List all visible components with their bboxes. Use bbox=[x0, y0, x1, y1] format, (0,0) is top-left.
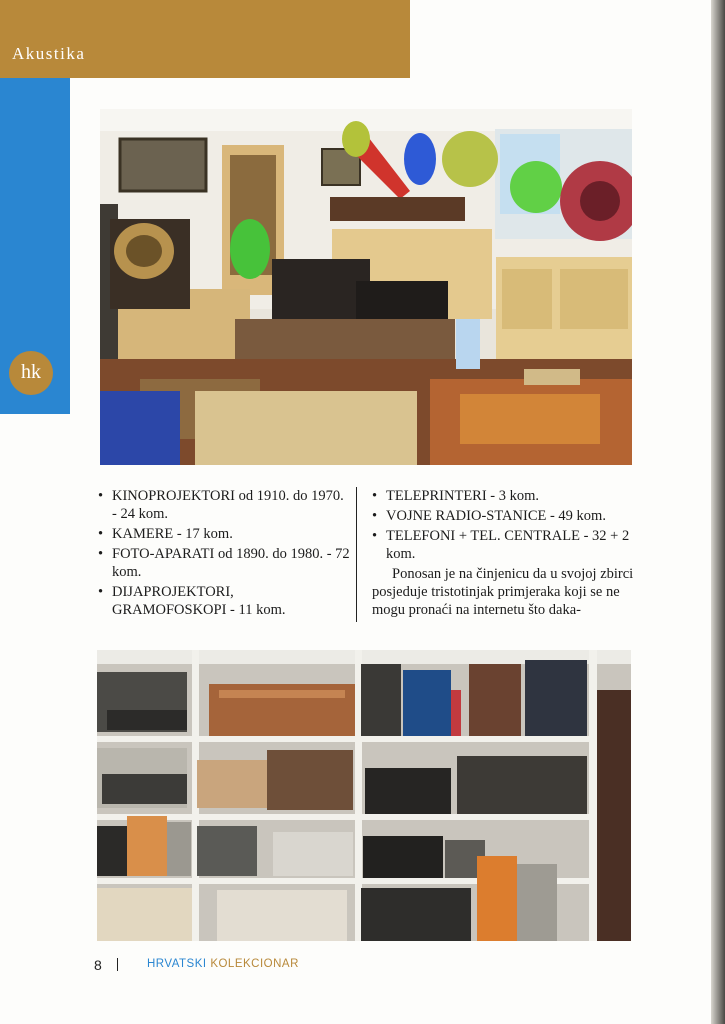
photo-shelves bbox=[97, 650, 631, 941]
brand-part-1: HRVATSKI bbox=[147, 958, 207, 970]
list-right-column bbox=[372, 487, 634, 619]
page-number: 8 bbox=[94, 957, 102, 973]
list-item: • TELEFONI + TEL. CENTRALE - 32 + 2 kom. bbox=[372, 527, 634, 563]
list-item: • KAMERE - 17 kom. bbox=[98, 525, 350, 543]
list-left-column bbox=[98, 487, 350, 621]
list-item: • KINOPROJEKTORI od 1910. do 1970. - 24 kom. bbox=[98, 487, 350, 523]
footer-brand bbox=[147, 958, 299, 970]
section-header-bar bbox=[0, 0, 410, 78]
footer-separator bbox=[117, 958, 118, 971]
column-divider bbox=[356, 487, 357, 622]
hk-badge: hk bbox=[9, 351, 53, 395]
list-item: • FOTO-APARATI od 1890. do 1980. - 72 kom. bbox=[98, 545, 350, 581]
photo-gramophone-room bbox=[100, 109, 632, 465]
body-paragraph: Ponosan je na činjenicu da u svojoj zbirci posjeduje tristotinjak primjeraka koji se ne mogu pronaći na internetu što daka- bbox=[372, 566, 634, 618]
brand-part-2: KOLEKCIONAR bbox=[210, 958, 299, 970]
list-item: • DIJAPROJEKTORI, GRAMOFOSKOPI - 11 kom. bbox=[98, 583, 350, 619]
section-title: Akustika bbox=[12, 44, 86, 63]
list-item: • VOJNE RADIO-STANICE - 49 kom. bbox=[372, 507, 634, 525]
list-item: • TELEPRINTERI - 3 kom. bbox=[372, 487, 634, 505]
page-edge bbox=[711, 0, 725, 1024]
photo-shelves-art bbox=[97, 650, 631, 941]
photo-gramophone-room-art bbox=[100, 109, 632, 465]
